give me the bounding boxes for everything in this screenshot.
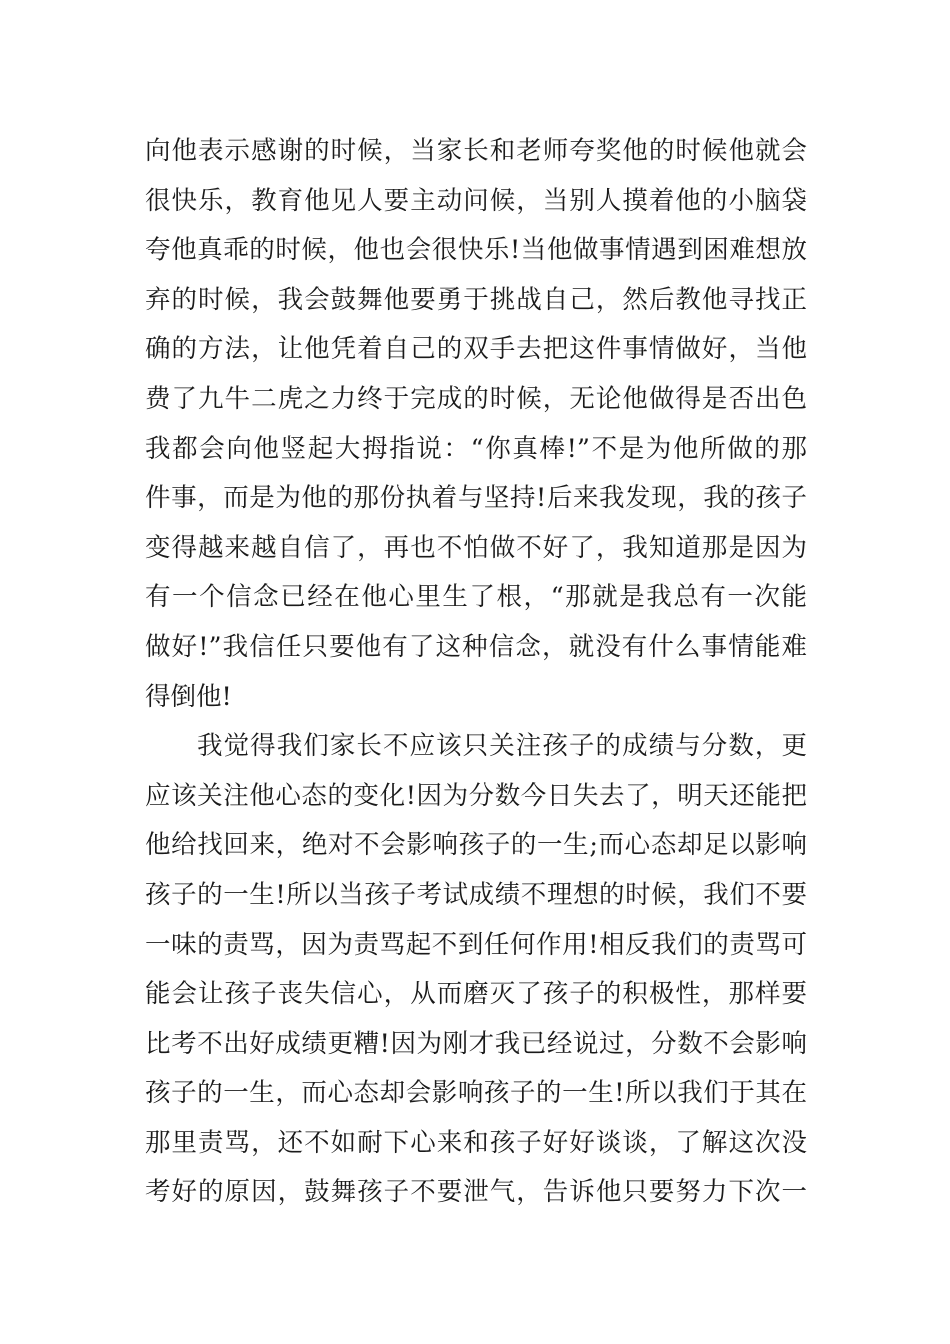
text-line: 我都会向他竖起大拇指说：“你真棒!”不是为他所做的那	[145, 433, 807, 464]
text-line: 做好!”我信任只要他有了这种信念，就没有什么事情能难	[145, 631, 807, 662]
text-line: 孩子的一生!所以当孩子考试成绩不理想的时候，我们不要	[145, 879, 807, 910]
paragraph-2	[145, 722, 807, 1218]
text-line: 很快乐，教育他见人要主动问候，当别人摸着他的小脑袋	[145, 185, 807, 216]
text-line: 有一个信念已经在他心里生了根，“那就是我总有一次能	[145, 582, 807, 613]
text-line: 比考不出好成绩更糟!因为刚才我已经说过，分数不会影响	[145, 1028, 807, 1059]
text-line: 弃的时候，我会鼓舞他要勇于挑战自己，然后教他寻找正	[145, 284, 807, 315]
text-line: 变得越来越自信了，再也不怕做不好了，我知道那是因为	[145, 532, 807, 563]
text-line: 得倒他!	[145, 681, 232, 712]
text-line: 那里责骂，还不如耐下心来和孩子好好谈谈，了解这次没	[145, 1127, 807, 1158]
text-line: 能会让孩子丧失信心，从而磨灭了孩子的积极性，那样要	[145, 979, 807, 1010]
text-line: 应该关注他心态的变化!因为分数今日失去了，明天还能把	[145, 780, 807, 811]
paragraph-1	[145, 127, 807, 722]
text-line: 他给找回来，绝对不会影响孩子的一生;而心态却足以影响	[145, 830, 807, 861]
text-line: 考好的原因，鼓舞孩子不要泄气，告诉他只要努力下次一	[145, 1177, 807, 1208]
text-line: 我觉得我们家长不应该只关注孩子的成绩与分数，更	[197, 731, 807, 762]
text-line: 费了九牛二虎之力终于完成的时候，无论他做得是否出色	[145, 383, 807, 414]
document-body	[145, 127, 807, 1218]
text-line: 夸他真乖的时候，他也会很快乐!当他做事情遇到困难想放	[145, 235, 807, 266]
text-line: 确的方法，让他凭着自己的双手去把这件事情做好，当他	[145, 334, 807, 365]
text-line: 孩子的一生，而心态却会影响孩子的一生!所以我们于其在	[145, 1078, 807, 1109]
text-line: 件事，而是为他的那份执着与坚持!后来我发现，我的孩子	[145, 483, 807, 514]
text-line: 向他表示感谢的时候，当家长和老师夸奖他的时候他就会	[145, 136, 807, 166]
text-line: 一味的责骂，因为责骂起不到任何作用!相反我们的责骂可	[145, 929, 807, 960]
